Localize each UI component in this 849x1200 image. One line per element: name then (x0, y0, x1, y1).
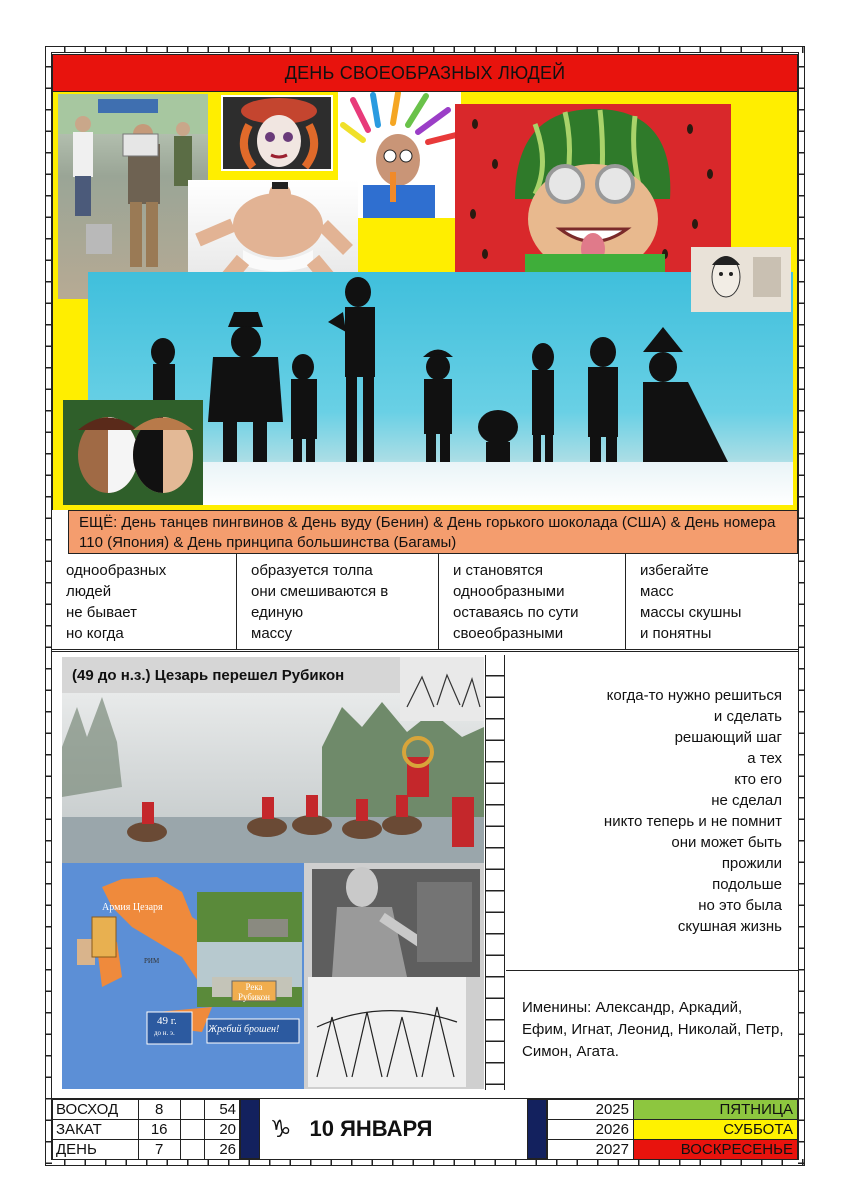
year-value: 2026 (548, 1120, 634, 1140)
history-event-title: (49 до н.з.) Цезарь перешел Рубикон (62, 657, 400, 693)
page-title: ДЕНЬ СВОЕОБРАЗНЫХ ЛЮДЕЙ (284, 62, 566, 83)
column-line: людей (66, 583, 112, 600)
column-line: и становятся (453, 562, 543, 579)
column-line: но когда (66, 625, 124, 642)
column-line: и понятны (640, 625, 712, 642)
weekday-years-table (547, 1099, 798, 1160)
column-line: однообразных (66, 562, 167, 579)
column-line: избегайте (640, 562, 709, 579)
column-line: они смешиваются в (251, 583, 389, 600)
sun-gap (180, 1140, 204, 1160)
column-4 (626, 554, 798, 649)
column-line: своеобразными (453, 625, 564, 642)
column-line: оставаясь по сути (453, 604, 579, 621)
sun-gap (180, 1100, 204, 1120)
date-box (260, 1099, 527, 1159)
column-line: единую (251, 604, 304, 621)
poem-line: прожили (721, 855, 782, 872)
map-label-river: Река Рубикон (237, 982, 270, 1002)
poem-line: подольше (712, 876, 782, 893)
column-3 (439, 554, 626, 649)
mad-hatter-photo (221, 95, 333, 171)
column-1 (52, 554, 237, 649)
map-label-army: Армия Цезаря (102, 902, 163, 913)
map-label-rome: РИМ (144, 957, 160, 965)
column-line: образуется толпа (251, 562, 373, 579)
sun-hours: 8 (138, 1100, 180, 1120)
sun-minutes: 20 (204, 1120, 239, 1140)
tick-strip-middle (485, 655, 505, 1090)
column-line: масс (640, 583, 674, 600)
sun-row (53, 1100, 240, 1120)
poem-line: скушная жизнь (677, 918, 782, 935)
sun-label: ЗАКАТ (53, 1120, 139, 1140)
tick-strip-left (45, 46, 52, 1166)
map-label-year-sub: до н. э. (154, 1029, 175, 1037)
street-photo (58, 94, 208, 299)
history-panel (62, 657, 484, 1089)
poem-line: и сделать (713, 708, 782, 725)
tick-strip-top (45, 46, 805, 53)
poem-line: кто его (734, 771, 782, 788)
sun-minutes: 26 (204, 1140, 239, 1160)
poem-line: они может быть (671, 834, 782, 851)
year-row (548, 1100, 798, 1120)
poem-text (506, 655, 782, 971)
column-line: не бывает (66, 604, 138, 621)
column-line: однообразными (453, 583, 565, 600)
mask-photo (691, 247, 791, 312)
poem-line: а тех (747, 750, 782, 767)
poem-line: но это была (698, 897, 782, 914)
sun-label: ДЕНЬ (53, 1140, 139, 1160)
year-value: 2025 (548, 1100, 634, 1120)
year-row (548, 1120, 798, 1140)
map-label-die-cast: Жребий брошен! (208, 1024, 280, 1035)
sun-hours: 16 (138, 1120, 180, 1140)
page-title-bar (52, 54, 798, 92)
sun-label: ВОСХОД (53, 1100, 139, 1120)
sun-times-table (52, 1099, 240, 1160)
poem-line: когда-то нужно решиться (606, 687, 782, 704)
sun-gap (180, 1120, 204, 1140)
photo-collage (52, 92, 798, 510)
weekday-label: ВОСКРЕСЕНЬЕ (634, 1140, 798, 1160)
weekday-label: СУББОТА (634, 1120, 798, 1140)
date-label: 10 ЯНВАРЯ (309, 1116, 433, 1141)
column-line: массу (251, 625, 293, 642)
tick-strip-right (798, 46, 805, 1166)
column-2 (237, 554, 439, 649)
poem-line: не сделал (711, 792, 782, 809)
weekday-label: ПЯТНИЦА (634, 1100, 798, 1120)
capricorn-icon: ♑ (270, 1115, 292, 1143)
tick-strip-bottom (45, 1159, 805, 1166)
watermelon-helmet-photo (455, 104, 731, 272)
four-column-text (52, 554, 798, 650)
sun-minutes: 54 (204, 1100, 239, 1120)
poem-line: решающий шаг (674, 729, 782, 746)
sun-row (53, 1140, 240, 1160)
poem-line: никто теперь и не помнит (603, 813, 782, 830)
also-holidays: ЕЩЁ: День танцев пингвинов & День вуду (Бенин) & День горького шоколада (США) & День номера 110 (Япония) & День принципа большинства (Багамы) (68, 510, 798, 554)
column-line: массы скушны (640, 604, 742, 621)
sun-row (53, 1120, 240, 1140)
map-label-year: 49 г. (157, 1015, 177, 1027)
sumo-photo (188, 180, 358, 280)
face-paint-photo (63, 400, 203, 505)
year-value: 2027 (548, 1140, 634, 1160)
name-days: Именины: Александр, Аркадий, Ефим, Игнат, Леонид, Николай, Петр, Симон, Агата. (506, 970, 798, 1090)
navy-bar-right (527, 1099, 547, 1159)
street-people-illustration (58, 94, 208, 299)
year-row (548, 1140, 798, 1160)
navy-bar-left (240, 1099, 260, 1159)
sun-hours: 7 (138, 1140, 180, 1160)
